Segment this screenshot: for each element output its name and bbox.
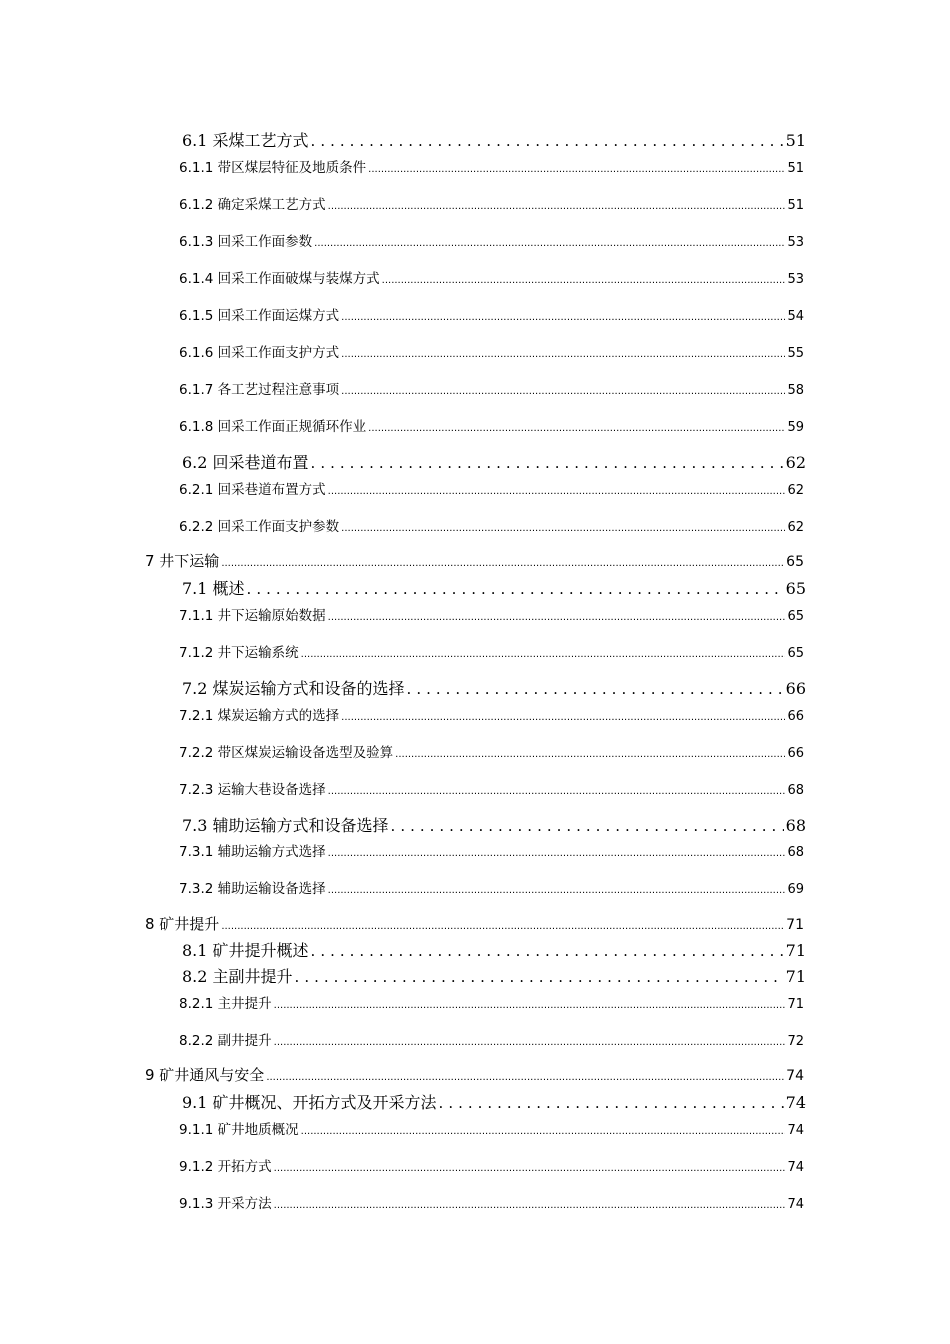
toc-entry-section[interactable]	[182, 1090, 806, 1113]
toc-leader-dots	[341, 386, 785, 397]
toc-entry-title: 8.2 主副井提升	[182, 967, 293, 986]
toc-entry-section[interactable]	[182, 813, 806, 836]
toc-entry-page: 62	[785, 453, 806, 472]
toc-leader-dots	[341, 523, 785, 534]
toc-leader-dots	[301, 1126, 786, 1137]
toc-entry-title: 7.2.1 煤炭运输方式的选择	[179, 708, 340, 724]
toc-entry-title: 9.1 矿井概况、开拓方式及开采方法	[182, 1093, 437, 1112]
toc-leader-dots	[314, 238, 785, 249]
toc-entry-subsection[interactable]	[179, 378, 804, 398]
toc-entry-page: 74	[786, 1068, 804, 1084]
toc-entry-title: 6.1.3 回采工作面参数	[179, 234, 313, 250]
toc-entry-page: 66	[787, 746, 804, 761]
toc-entry-subsection[interactable]	[179, 230, 804, 250]
toc-leader-dots	[328, 201, 786, 212]
toc-entry-page: 53	[787, 272, 804, 287]
toc-entry-page: 65	[786, 554, 804, 570]
toc-entry-title: 7.3 辅助运输方式和设备选择	[182, 816, 389, 835]
toc-leader-dots	[221, 558, 784, 569]
toc-entry-title: 6.1.1 带区煤层特征及地质条件	[179, 160, 367, 176]
toc-entry-title: 8.2.1 主井提升	[179, 996, 272, 1012]
toc-entry-title: 6.1.4 回采工作面破煤与装煤方式	[179, 271, 380, 287]
toc-entry-page: 55	[787, 346, 804, 361]
toc-entry-page: 68	[787, 783, 804, 798]
toc-leader-dots	[221, 921, 784, 932]
toc-entry-chapter[interactable]	[145, 1064, 804, 1085]
toc-entry-title: 6.1.6 回采工作面支护方式	[179, 345, 340, 361]
toc-entry-page: 59	[787, 420, 804, 435]
toc-entry-title: 6.1.7 各工艺过程注意事项	[179, 382, 340, 398]
toc-entry-page: 62	[787, 483, 804, 498]
toc-leader-dots	[341, 349, 785, 360]
toc-entry-subsection[interactable]	[179, 840, 804, 860]
toc-entry-title: 7.3.2 辅助运输设备选择	[179, 881, 326, 897]
toc-entry-page: 68	[785, 816, 806, 835]
toc-leader-dots	[328, 885, 786, 896]
toc-entry-subsection[interactable]	[179, 641, 804, 661]
toc-entry-title: 7.2 煤炭运输方式和设备的选择	[182, 679, 405, 698]
toc-leader-dots	[407, 680, 784, 698]
toc-leader-dots	[439, 1094, 784, 1112]
toc-entry-page: 72	[787, 1034, 804, 1049]
toc-leader-dots	[368, 423, 785, 434]
toc-entry-section[interactable]	[182, 576, 806, 599]
toc-entry-page: 71	[786, 917, 804, 933]
toc-entry-page: 54	[787, 309, 804, 324]
toc-leader-dots	[295, 968, 784, 986]
toc-entry-title: 7.1.1 井下运输原始数据	[179, 608, 326, 624]
toc-leader-dots	[311, 942, 784, 960]
toc-entry-page: 58	[787, 383, 804, 398]
toc-entry-title: 9.1.1 矿井地质概况	[179, 1122, 299, 1138]
toc-entry-page: 74	[787, 1197, 804, 1212]
toc-entry-page: 51	[785, 131, 806, 150]
toc-entry-subsection[interactable]	[179, 415, 804, 435]
toc-leader-dots	[395, 749, 785, 760]
toc-entry-subsection[interactable]	[179, 341, 804, 361]
toc-entry-page: 74	[785, 1093, 806, 1112]
toc-entry-title: 6.2 回采巷道布置	[182, 453, 309, 472]
toc-entry-section[interactable]	[182, 676, 806, 699]
toc-entry-page: 65	[785, 579, 806, 598]
toc-entry-title: 8.2.2 副井提升	[179, 1033, 272, 1049]
toc-leader-dots	[274, 1200, 786, 1211]
toc-leader-dots	[328, 612, 786, 623]
toc-entry-subsection[interactable]	[179, 778, 804, 798]
toc-entry-title: 7.3.1 辅助运输方式选择	[179, 844, 326, 860]
toc-entry-subsection[interactable]	[179, 1029, 804, 1049]
toc-entry-section[interactable]	[182, 128, 806, 151]
toc-entry-title: 7.1 概述	[182, 579, 245, 598]
toc-entry-subsection[interactable]	[179, 193, 804, 213]
toc-leader-dots	[382, 275, 786, 286]
toc-entry-title: 6.2.2 回采工作面支护参数	[179, 519, 340, 535]
toc-entry-title: 8 矿井提升	[145, 915, 220, 933]
toc-leader-dots	[328, 486, 786, 497]
toc-leader-dots	[301, 649, 786, 660]
toc-entry-title: 7.2.2 带区煤炭运输设备选型及验算	[179, 745, 394, 761]
toc-entry-title: 6.2.1 回采巷道布置方式	[179, 482, 326, 498]
toc-leader-dots	[247, 580, 784, 598]
toc-leader-dots	[266, 1072, 784, 1083]
toc-entry-subsection[interactable]	[179, 1192, 804, 1212]
toc-entry-section[interactable]	[182, 450, 806, 473]
toc-entry-page: 51	[787, 161, 804, 176]
toc-entry-title: 6.1 采煤工艺方式	[182, 131, 309, 150]
toc-entry-page: 71	[785, 941, 806, 960]
toc-entry-chapter[interactable]	[145, 550, 804, 571]
toc-entry-title: 9 矿井通风与安全	[145, 1066, 265, 1084]
toc-leader-dots	[311, 454, 784, 472]
toc-entry-page: 68	[787, 845, 804, 860]
toc-entry-subsection[interactable]	[179, 478, 804, 498]
toc-entry-subsection[interactable]	[179, 304, 804, 324]
toc-entry-chapter[interactable]	[145, 913, 804, 934]
toc-leader-dots	[274, 1000, 786, 1011]
toc-entry-page: 74	[787, 1160, 804, 1175]
toc-entry-page: 66	[787, 709, 804, 724]
toc-entry-title: 9.1.2 开拓方式	[179, 1159, 272, 1175]
toc-leader-dots	[341, 312, 785, 323]
toc-entry-subsection[interactable]	[179, 267, 804, 287]
toc-leader-dots	[274, 1037, 786, 1048]
toc-entry-subsection[interactable]	[179, 1118, 804, 1138]
toc-entry-title: 7.2.3 运输大巷设备选择	[179, 782, 326, 798]
toc-entry-subsection[interactable]	[179, 992, 804, 1012]
toc-entry-section[interactable]	[182, 964, 806, 987]
toc-entry-subsection[interactable]	[179, 1155, 804, 1175]
toc-entry-subsection[interactable]	[179, 877, 804, 897]
toc-entry-subsection[interactable]	[179, 604, 804, 624]
toc-entry-title: 6.1.5 回采工作面运煤方式	[179, 308, 340, 324]
toc-entry-page: 62	[787, 520, 804, 535]
toc-entry-subsection[interactable]	[179, 704, 804, 724]
toc-entry-page: 66	[785, 679, 806, 698]
toc-entry-subsection[interactable]	[179, 741, 804, 761]
toc-entry-title: 6.1.2 确定采煤工艺方式	[179, 197, 326, 213]
toc-entry-subsection[interactable]	[179, 515, 804, 535]
toc-leader-dots	[391, 817, 784, 835]
toc-entry-section[interactable]	[182, 938, 806, 961]
toc-entry-page: 69	[787, 882, 804, 897]
toc-entry-title: 7.1.2 井下运输系统	[179, 645, 299, 661]
toc-leader-dots	[328, 848, 786, 859]
toc-entry-page: 51	[787, 198, 804, 213]
toc-entry-page: 74	[787, 1123, 804, 1138]
toc-leader-dots	[274, 1163, 786, 1174]
toc-entry-title: 6.1.8 回采工作面正规循环作业	[179, 419, 367, 435]
toc-entry-page: 53	[787, 235, 804, 250]
toc-entry-title: 7 井下运输	[145, 552, 220, 570]
toc-entry-page: 65	[787, 609, 804, 624]
toc-entry-page: 71	[785, 967, 806, 986]
toc-leader-dots	[368, 164, 785, 175]
toc-entry-page: 65	[787, 646, 804, 661]
toc-leader-dots	[341, 712, 785, 723]
toc-entry-subsection[interactable]	[179, 156, 804, 176]
toc-leader-dots	[311, 132, 784, 150]
toc-entry-page: 71	[787, 997, 804, 1012]
toc-entry-title: 9.1.3 开采方法	[179, 1196, 272, 1212]
toc-leader-dots	[328, 786, 786, 797]
toc-entry-title: 8.1 矿井提升概述	[182, 941, 309, 960]
